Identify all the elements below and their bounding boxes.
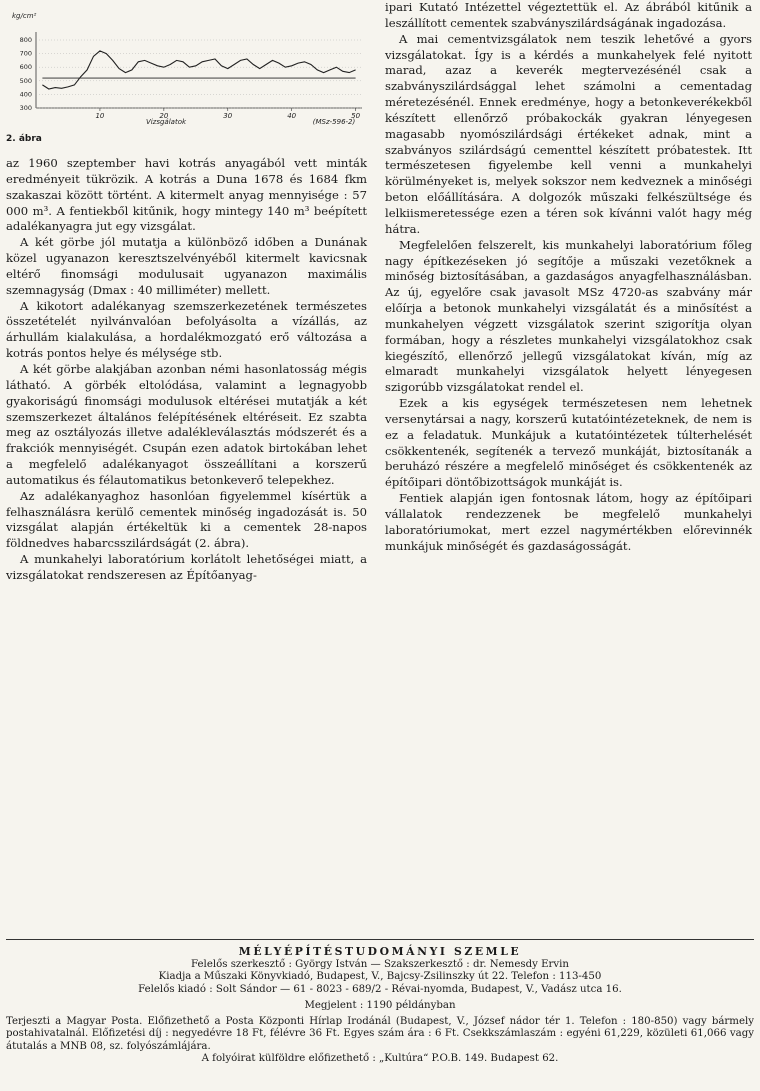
standard-note: (MSz-596-2) bbox=[312, 118, 356, 126]
paragraph: Ezek a kis egységek természetesen nem lehetnek versenytársai a nagy, korszerű kutatóintézeteknek, de nem is ez a feladatuk. Munkájuk a kutatóintézetek túlterhelését csökkentenék, segítenék a tervező munkáját, biztosítanák a beruházó részére a megfelelő minőséget és csökkentenék az építőipari döntőbizottságok munkáját is. bbox=[385, 396, 752, 490]
strength-series-line bbox=[42, 51, 355, 89]
y-tick-label: 700 bbox=[19, 49, 32, 58]
paragraph: A munkahelyi laboratórium korlátolt lehetőségei miatt, a vizsgálatokat rendszeresen az Építőanyag- bbox=[6, 552, 367, 582]
paragraph: az 1960 szeptember havi kotrás anyagából vett minták eredményeit tükrözik. A kotrás a Duna 1678 és 1684 fkm szakaszai között történt. A kitermelt anyag mennyisége : 57 000 m³. A fentiekből kitűnik, hogy mintegy 140 m³ beépített adalékanyagra jut egy vizsgálat. bbox=[6, 156, 367, 234]
x-axis-label: Vizsgálatok bbox=[145, 118, 187, 126]
y-tick-label: 600 bbox=[19, 63, 32, 72]
x-tick-label: 50 bbox=[351, 112, 361, 120]
editors-line: Felelős szerkesztő : György István — Szakszerkesztő : dr. Nemesdy Ervin bbox=[191, 959, 569, 970]
chart-gridlines bbox=[36, 40, 362, 108]
x-tick-label: 30 bbox=[223, 112, 233, 120]
journal-title: MÉLYÉPÍTÉSTUDOMÁNYI SZEMLE bbox=[238, 945, 522, 958]
x-tick-label: 10 bbox=[95, 112, 105, 120]
paragraph: A két görbe alakjában azonban némi hasonlatosság mégis látható. A görbék eltolódása, valamint a legnagyobb gyakoriságú finomsági modulusok eltérései mutatják a két szemszerkezet általános felépítésének eltéréseit. Ez szabta meg az osztályozás illetve adalékleválasztás módszerét és a frakciók mennyiségét. Csupán ezen adatok birtokában lehet a megfelelő adalékanyagot összeállítani a korszerű automatikus és félautomatikus betonkeverő telepekhez. bbox=[6, 361, 367, 487]
y-tick-label: 800 bbox=[19, 36, 32, 44]
y-axis-unit: kg/cm² bbox=[12, 12, 37, 20]
left-column bbox=[6, 0, 367, 584]
x-tick-label: 40 bbox=[287, 112, 297, 120]
paragraph: A mai cementvizsgálatok nem teszik lehetővé a gyors vizsgálatokat. Így is a kérdés a munkahelyek felé nyitott marad, azaz a keverék megtervezésénél csak a szabványszilárdsággal lehet számolni a cementadag méretezésénél. Ennek eredménye, hogy a betonkeverékekből készített ellenőrző próbakockák gyakran lényegesen magasabb nyomószilárdsági értékeket adnak, mint a szabványos szilárdságú cementtel készített próbatestek. Itt természetesen figyelembe kell venni a munkahelyi körülményeket is, melyek sokszor nem kedveznek a minőségi beton előállítására. A dolgozók műszaki felkészültsége és lelkiismeretessége ezen a téren sok kívánni valót hagy még hátra. bbox=[385, 31, 752, 236]
figure-2 bbox=[6, 0, 367, 156]
y-tick-label: 300 bbox=[19, 104, 32, 112]
publisher-line: Kiadja a Műszaki Könyvkiadó, Budapest, V., Bajcsy-Zsilinszky út 22. Telefon : 113-450 bbox=[158, 971, 602, 983]
y-tick-label: 500 bbox=[19, 76, 32, 85]
paragraph: Megfelelően felszerelt, kis munkahelyi laboratórium főleg nagy építkezéseken jó segítője a műszaki vezetőknek a minőség biztosításában, a gazdaságos anyagfelhasználásban. Az új, egyelőre csak javasolt MSz 4720-as szabvány már előírja a betonok munkahelyi vizsgálatát és a minősítést a munkahelyen végzett vizsgálatok szerint szigorítja olyan formában, hogy a részletes munkahelyi vizsgálatokhoz csak kiegészítő, ellenőrző jellegű vizsgálatokat kíván, míg az elmaradt munkahelyi vizsgálatok helyett lényegesen szigorúbb vizsgálatokat rendel el. bbox=[385, 237, 752, 395]
paragraph: A kikotort adalékanyag szemszerkezetének természetes összetételét nyilvánvalóan befolyásolta a vízállás, az árhullám kialakulása, a hordalékmozgató erő változása a kotrás pontos helye és mélysége stb. bbox=[6, 298, 367, 361]
print-run: Megjelent : 1190 példányban bbox=[304, 999, 456, 1011]
x-tick-label: 20 bbox=[159, 112, 169, 120]
y-tick-label: 400 bbox=[19, 90, 32, 99]
responsible-publisher-line: Felelős kiadó : Solt Sándor — 61 - 8023 - 689/2 - Révai-nyomda, Budapest, V., Vadász utca 16. bbox=[138, 983, 622, 995]
chart-series bbox=[42, 51, 355, 89]
distribution-info: Terjeszti a Magyar Posta. Előfizethető a Posta Központi Hírlap Irodánál (Budapest, V., József nádor tér 1. Telefon : 180-850) vagy bármely postahivatalnál. Előfizetési díj : negyedévre 18 Ft, félévre 36 Ft. Egyes szám ára : 6 Ft. Csekkszámlaszám : egyéni 61,229, közületi 61,066 vagy átutalás a MNB 08, sz. folyószámlájára. bbox=[6, 1016, 754, 1052]
paragraph: A két görbe jól mutatja a különböző időben a Dunának közel ugyanazon keresztszelvényéből kitermelt kavicsnak eltérő finomsági modulusait ugyanazon maximális szemnagyság (Dmax : 40 milliméter) mellett. bbox=[6, 235, 367, 297]
colophon bbox=[6, 939, 754, 1065]
paragraph: Az adalékanyaghoz hasonlóan figyelemmel kísértük a felhasználásra kerülő cementek minőség ingadozását is. 50 vizsgálat alapján értékeltük ki a cementek 28-napos földnedves habarcsszilárdságát (2. ábra). bbox=[6, 488, 367, 551]
abroad-subscription: A folyóirat külföldre előfizethető : „Kultúra“ P.O.B. 149. Budapest 62. bbox=[201, 1053, 559, 1065]
figure-caption: 2. ábra bbox=[6, 134, 42, 144]
paragraph: Fentiek alapján igen fontosnak látom, hogy az építőipari vállalatok rendezzenek be megfelelő munkahelyi laboratóriumokat, mert ezzel nagymértékben előrevinnék munkájuk minőségét és gazdaságosságát. bbox=[385, 491, 752, 553]
paragraph: ipari Kutató Intézettel végeztettük el. Az ábrából kitűnik a leszállított cementek szabványszilárdságának ingadozása. bbox=[385, 0, 752, 30]
right-column bbox=[385, 0, 752, 555]
cement-strength-chart bbox=[6, 0, 367, 150]
